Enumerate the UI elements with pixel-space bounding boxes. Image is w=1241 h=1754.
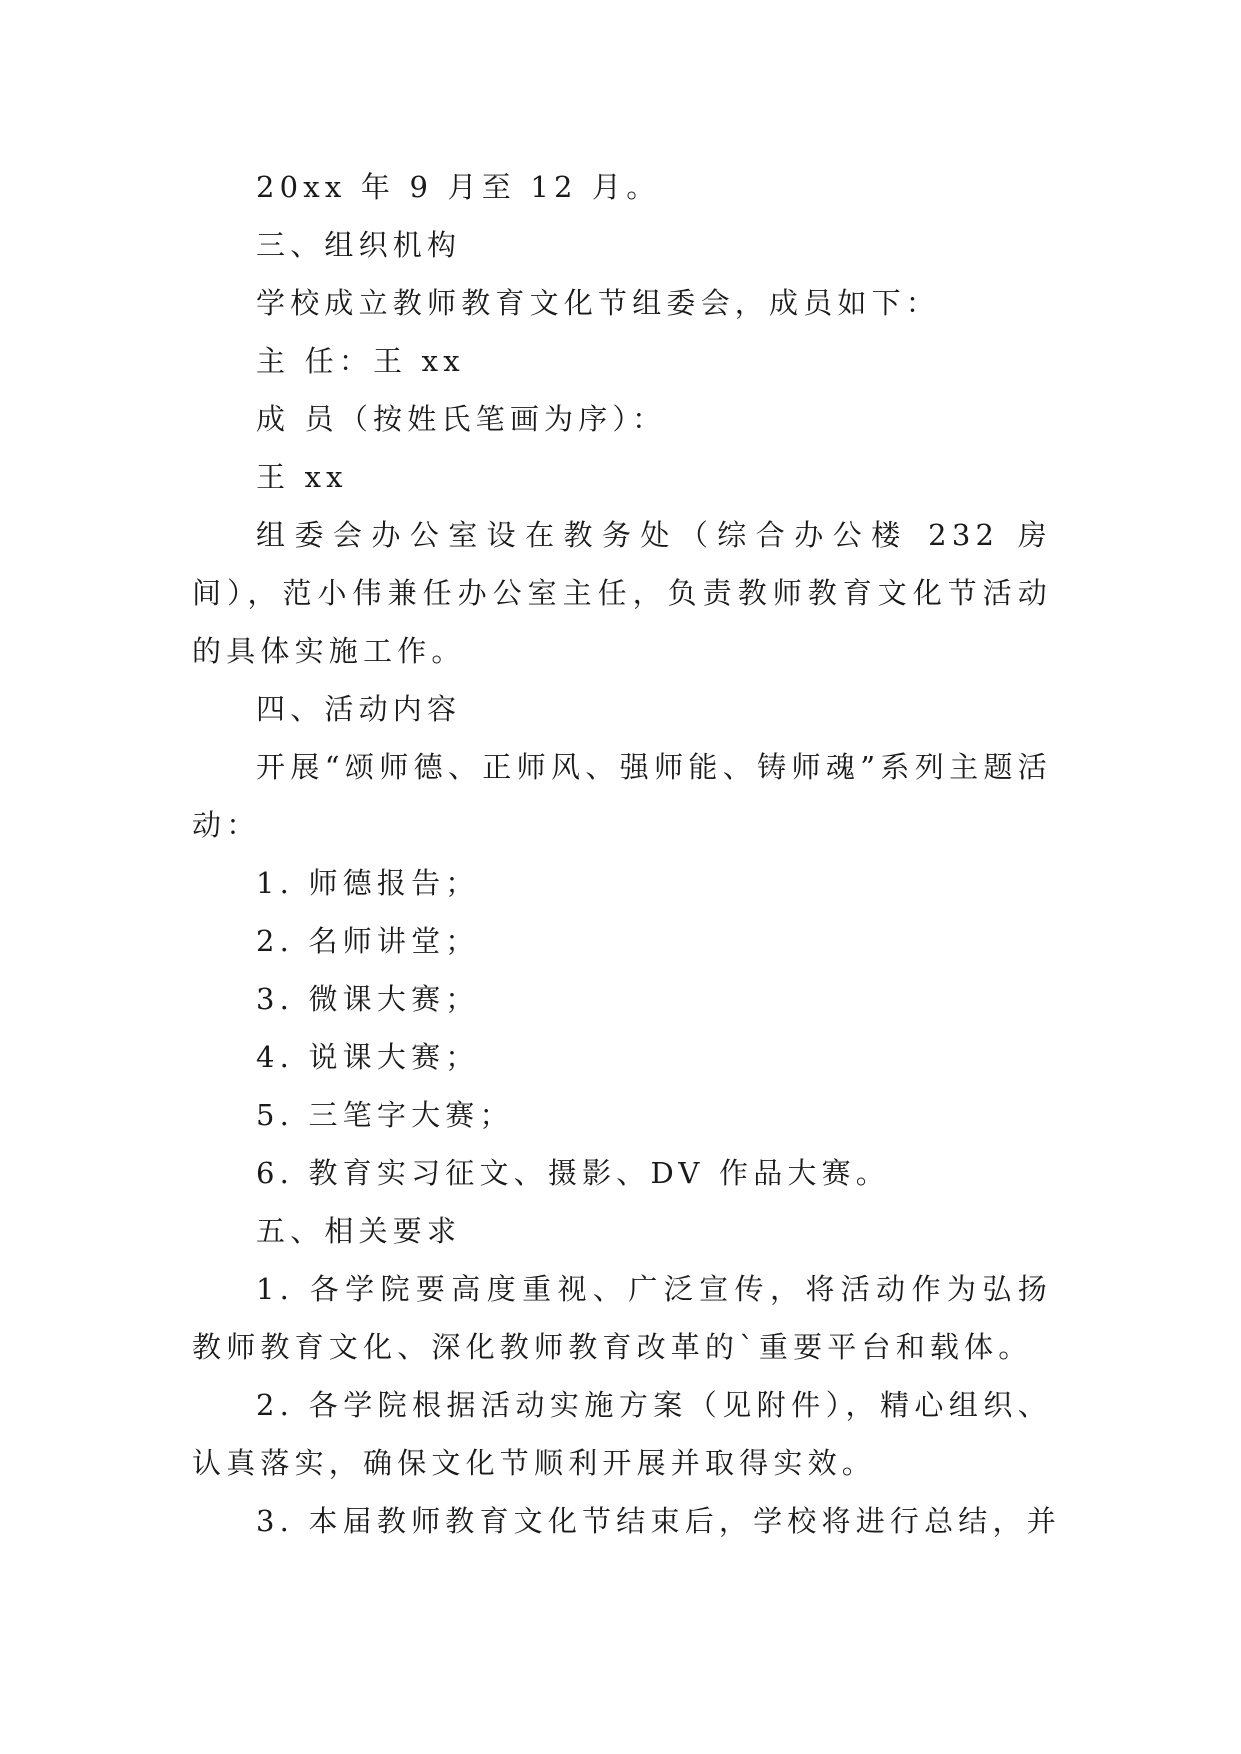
requirement-1: 1. 各学院要高度重视、广泛宣传，将活动作为弘扬教师教育文化、深化教师教育改革的`重要平台和载体。 <box>192 1272 1052 1364</box>
document-body <box>192 158 1061 1550</box>
requirement-2: 2. 各学院根据活动实施方案（见附件），精心组织、认真落实，确保文化节顺利开展并取得实效。 <box>192 1388 1052 1480</box>
list-item-6: 6. 教育实习征文、摄影、DV 作品大赛。 <box>256 1156 890 1190</box>
list-item-2: 2. 名师讲堂； <box>256 924 480 958</box>
paragraph-committee: 学校成立教师教育文化节组委会，成员如下： <box>256 286 941 320</box>
requirement-3: 3. 本届教师教育文化节结束后，学校将进行总结，并 <box>256 1504 1061 1538</box>
list-item-1: 1. 师德报告； <box>256 866 480 900</box>
heading-organization: 三、组织机构 <box>256 228 462 262</box>
list-item-3: 3. 微课大赛； <box>256 982 480 1016</box>
paragraph-activities-intro: 开展“颂师德、正师风、强师能、铸师魂”系列主题活动： <box>192 750 1052 842</box>
paragraph-members-heading: 成 员（按姓氏笔画为序）： <box>256 402 667 436</box>
paragraph-director: 主 任：王 xx <box>256 344 465 378</box>
paragraph-date-range: 20xx 年 9 月至 12 月。 <box>256 170 661 204</box>
paragraph-member-name: 王 xx <box>256 460 348 494</box>
heading-activities: 四、活动内容 <box>256 692 462 726</box>
list-item-5: 5. 三笔字大赛； <box>256 1098 514 1132</box>
paragraph-office: 组委会办公室设在教务处（综合办公楼 232 房间），范小伟兼任办公室主任，负责教师教育文化节活动的具体实施工作。 <box>192 518 1052 668</box>
heading-requirements: 五、相关要求 <box>256 1214 462 1248</box>
list-item-4: 4. 说课大赛； <box>256 1040 480 1074</box>
